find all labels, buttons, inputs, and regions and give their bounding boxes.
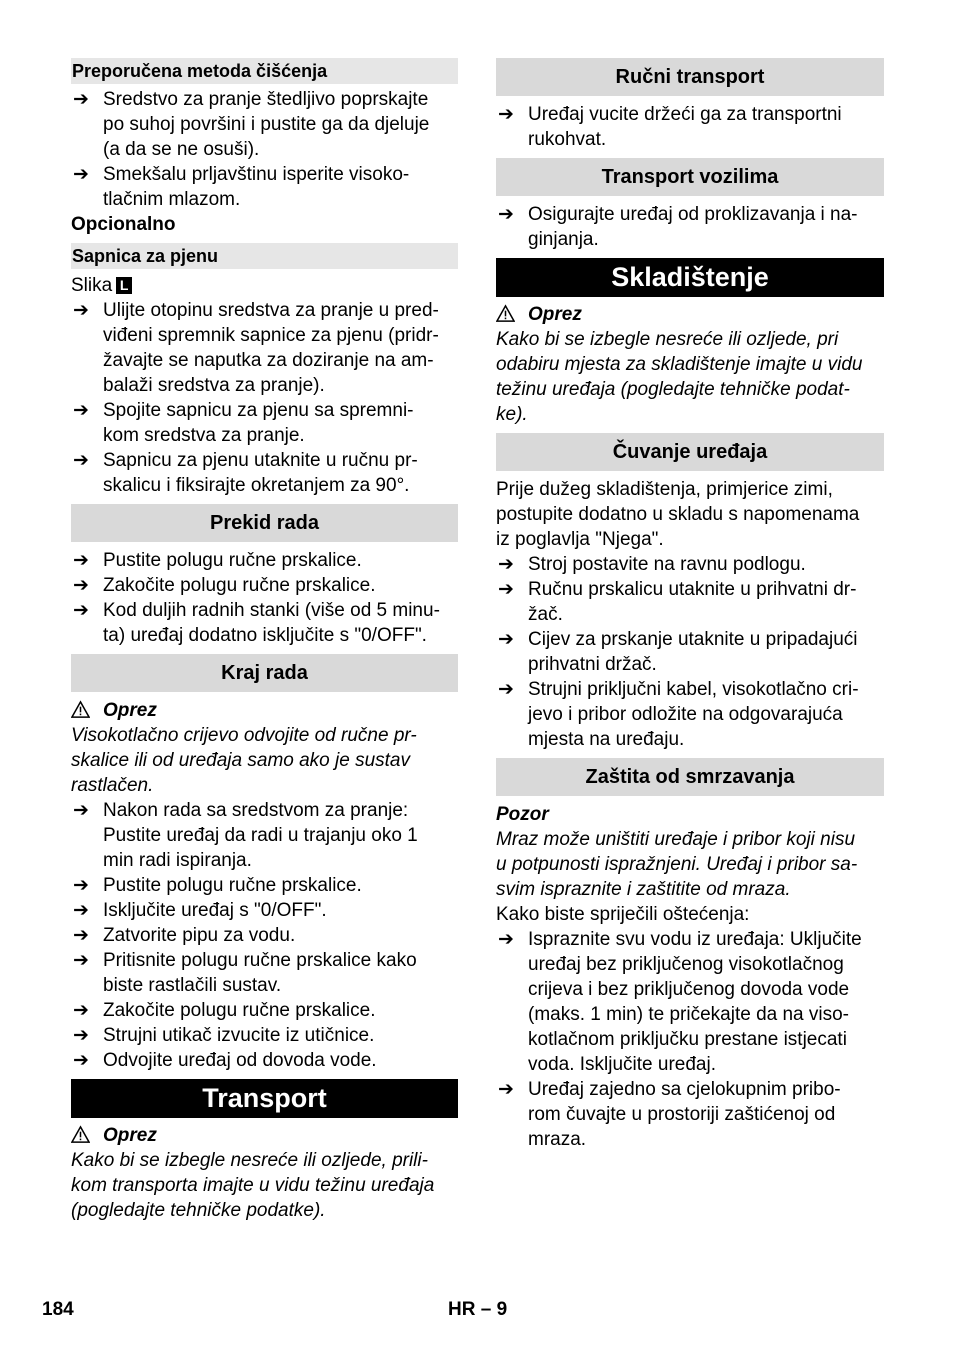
arrow-right-icon: ➔ (73, 300, 89, 321)
step-text-line: balaži sredstva za pranje). (103, 375, 325, 396)
step-text-line: ginjanja. (528, 229, 599, 250)
step-text-line: Odvojite uređaj od dovoda vode. (103, 1050, 377, 1071)
text-line: kom transporta imajte u vidu težinu uređaja (71, 1175, 435, 1196)
figure-letter-badge: L (116, 277, 132, 294)
storage-warning-label: Oprez (528, 304, 582, 325)
arrow-right-icon: ➔ (73, 925, 89, 946)
step-text-line: Ispraznite svu vodu iz uređaja: Uključite (528, 929, 862, 950)
step-text-line: Uređaj zajedno sa cjelokupnim pribo- (528, 1079, 841, 1100)
foam-nozzle-heading: Sapnica za pjenu (71, 243, 458, 269)
arrow-right-icon: ➔ (73, 450, 89, 471)
arrow-right-icon: ➔ (73, 600, 89, 621)
step-text-line: Strujni priključni kabel, visokotlačno cri- (528, 679, 859, 700)
text-line: skalice ili od uređaja samo ako je sustav (71, 750, 411, 771)
arrow-right-icon: ➔ (498, 629, 514, 650)
warning-triangle-icon (496, 304, 515, 323)
step-text-line: Strujni utikač izvucite iz utičnice. (103, 1025, 375, 1046)
text-line: Kako bi se izbegle nesreće ili ozljede, pri (496, 329, 839, 350)
arrow-right-icon: ➔ (73, 1000, 89, 1021)
step-text-line: Sapnicu za pjenu utaknite u ručnu pr- (103, 450, 418, 471)
arrow-right-icon: ➔ (498, 554, 514, 575)
page-number: 184 (42, 1299, 74, 1320)
step-text-line: prihvatni držač. (528, 654, 657, 675)
text-line: Kako bi se izbegle nesreće ili ozljede, prili- (71, 1150, 428, 1171)
step-text-line: Ručnu prskalicu utaknite u prihvatni dr- (528, 579, 857, 600)
step-text-line: Pritisnite polugu ručne prskalice kako (103, 950, 417, 971)
arrow-right-icon: ➔ (73, 1050, 89, 1071)
text-line: Mraz može uništiti uređaje i pribor koji nisu (496, 829, 856, 850)
step-text-line: ta) uređaj dodatno isključite s "0/OFF". (103, 625, 427, 646)
end-warning-label: Oprez (103, 700, 157, 721)
text-line: odabiru mjesta za skladištenje imajte u vidu (496, 354, 863, 375)
arrow-right-icon: ➔ (498, 929, 514, 950)
end-of-work-heading: Kraj rada (71, 654, 458, 692)
step-text-line: uređaj bez priključenog visokotlačnog (528, 954, 844, 975)
text-line: rastlačen. (71, 775, 154, 796)
figure-label: Slika (71, 275, 113, 296)
step-text-line: biste rastlačili sustav. (103, 975, 282, 996)
step-text-line: (a da se ne osuši). (103, 139, 260, 160)
step-text-line: kom sredstva za pranje. (103, 425, 305, 446)
frost-note-label: Pozor (496, 804, 549, 825)
step-text-line: rom čuvajte u prostoriji zaštićenoj od (528, 1104, 836, 1125)
arrow-right-icon: ➔ (73, 950, 89, 971)
step-text-line: viđeni spremnik sapnice za pjenu (pridr- (103, 325, 439, 346)
section-label: HR – 9 (448, 1299, 508, 1320)
step-text-line: po suhoj površini i pustite ga da djeluje (103, 114, 430, 135)
figure-reference (71, 273, 132, 298)
step-text-line: min radi ispiranja. (103, 850, 252, 871)
step-text-line: jevo i pribor odložite na odgovarajuća (528, 704, 843, 725)
arrow-right-icon: ➔ (73, 800, 89, 821)
interrupt-heading: Prekid rada (71, 504, 458, 542)
step-text-line: voda. Isključite uređaj. (528, 1054, 716, 1075)
step-text-line: Zakočite polugu ručne prskalice. (103, 1000, 376, 1021)
step-text-line: Nakon rada sa sredstvom za pranje: (103, 800, 409, 821)
step-text-line: Osigurajte uređaj od proklizavanja i na- (528, 204, 858, 225)
text-line: u potpunosti ispražnjeni. Uređaj i pribor sa- (496, 854, 858, 875)
manual-transport-heading: Ručni transport (496, 58, 884, 96)
arrow-right-icon: ➔ (498, 204, 514, 225)
step-text-line: Pustite uređaj da radi u trajanju oko 1 (103, 825, 418, 846)
arrow-right-icon: ➔ (498, 579, 514, 600)
transport-warning-label: Oprez (103, 1125, 157, 1146)
arrow-right-icon: ➔ (73, 400, 89, 421)
step-text-line: žač. (528, 604, 563, 625)
warning-triangle-icon (71, 700, 90, 719)
text-line: postupite dodatno u skladu s napomenama (496, 504, 860, 525)
step-text-line: skalicu i fiksirajte okretanjem za 90°. (103, 475, 410, 496)
step-text-line: Spojite sapnicu za pjenu sa spremni- (103, 400, 414, 421)
text-line: svim ispraznite i zaštitite od mraza. (496, 879, 791, 900)
frost-intro: Kako biste spriječili oštećenja: (496, 904, 750, 925)
text-line: težinu uređaja (pogledajte tehničke podat- (496, 379, 850, 400)
step-text-line: mjesta na uređaju. (528, 729, 685, 750)
frost-protection-heading: Zaštita od smrzavanja (496, 758, 884, 796)
step-text-line: tlačnim mlazom. (103, 189, 241, 210)
text-line: Prije dužeg skladištenja, primjerice zimi, (496, 479, 833, 500)
storage-heading: Skladištenje (496, 258, 884, 297)
arrow-right-icon: ➔ (498, 679, 514, 700)
arrow-right-icon: ➔ (498, 104, 514, 125)
arrow-right-icon: ➔ (73, 900, 89, 921)
arrow-right-icon: ➔ (73, 1025, 89, 1046)
warning-triangle-icon (71, 1125, 90, 1144)
arrow-right-icon: ➔ (73, 875, 89, 896)
arrow-right-icon: ➔ (73, 89, 89, 110)
arrow-right-icon: ➔ (73, 164, 89, 185)
step-text-line: kotlačnom priključku prestane istjecati (528, 1029, 847, 1050)
step-text-line: Kod duljih radnih stanki (više od 5 minu- (103, 600, 440, 621)
step-text-line: žavajte se naputka za doziranje na am- (103, 350, 434, 371)
transport-heading: Transport (71, 1079, 458, 1118)
text-line: Visokotlačno crijevo odvojite od ručne pr- (71, 725, 417, 746)
step-text-line: Uređaj vucite držeći ga za transportni (528, 104, 842, 125)
text-line: (pogledajte tehničke podatke). (71, 1200, 326, 1221)
optional-label: Opcionalno (71, 214, 176, 235)
step-text-line: Ulijte otopinu sredstva za pranje u pred- (103, 300, 439, 321)
step-text-line: Pustite polugu ručne prskalice. (103, 550, 362, 571)
care-heading: Čuvanje uređaja (496, 433, 884, 471)
arrow-right-icon: ➔ (73, 550, 89, 571)
step-text-line: mraza. (528, 1129, 587, 1150)
step-text-line: Pustite polugu ručne prskalice. (103, 875, 362, 896)
step-text-line: Smekšalu prljavštinu isperite visoko- (103, 164, 410, 185)
text-line: ke). (496, 404, 528, 425)
step-text-line: crijeva i bez priključenog dovoda vode (528, 979, 850, 1000)
step-text-line: Cijev za prskanje utaknite u pripadajući (528, 629, 858, 650)
arrow-right-icon: ➔ (73, 575, 89, 596)
step-text-line: rukohvat. (528, 129, 607, 150)
recommended-method-heading: Preporučena metoda čišćenja (71, 58, 458, 84)
step-text-line: Stroj postavite na ravnu podlogu. (528, 554, 806, 575)
vehicle-transport-heading: Transport vozilima (496, 158, 884, 196)
step-text-line: Isključite uređaj s "0/OFF". (103, 900, 327, 921)
step-text-line: (maks. 1 min) te pričekajte da na viso- (528, 1004, 850, 1025)
arrow-right-icon: ➔ (498, 1079, 514, 1100)
step-text-line: Zakočite polugu ručne prskalice. (103, 575, 376, 596)
step-text-line: Sredstvo za pranje štedljivo poprskajte (103, 89, 429, 110)
text-line: iz poglavlja "Njega". (496, 529, 664, 550)
step-text-line: Zatvorite pipu za vodu. (103, 925, 296, 946)
